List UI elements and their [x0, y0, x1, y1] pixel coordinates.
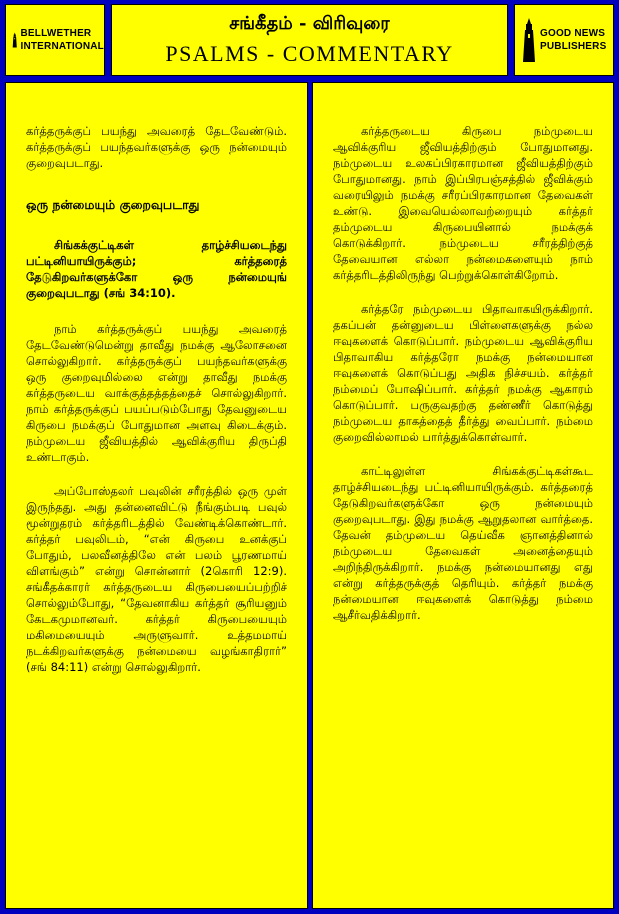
scripture-verse: சிங்கக்குட்டிகள் தாழ்ச்சியடைந்து பட்டினியாயிருக்கும்; கர்த்தரைத் தேடுகிறவர்களுக்கோ ஒரு நன்மையுங் குறைவுபடாது (சங் 34:10).	[26, 238, 287, 300]
title-tamil: சங்கீதம் - விரிவுரை	[229, 13, 390, 34]
page-title-box	[111, 4, 508, 76]
logo-line2: PUBLISHERS	[540, 41, 607, 52]
paragraph: நாம் கர்த்தருக்குப் பயந்து அவரைத் தேடவேண்டுமென்று தாவீது நமக்கு ஆலோசனை சொல்லுகிறார். கர்த்தருக்குப் பயந்தவர்களுக்கு ஒரு குறைவுமில்லை என்று தாவீது நமக்கு கர்த்தருடைய வாக்குத்தத்தத்தைச் சொல்லுகிறார். நாம் கர்த்தருக்குப் பயப்படும்போது தேவனுடைய கிருபை நமக்குப் போதுமான அளவு கிடைக்கும். நம்முடைய ஜீவியத்தில் ஆவிக்குரிய திருப்தி உண்டாகும்.	[26, 322, 287, 464]
bellwether-logo	[5, 4, 105, 76]
title-english: PSALMS - COMMENTARY	[165, 41, 454, 66]
section-heading: ஒரு நன்மையும் குறைவுபடாது	[26, 197, 200, 212]
good-news-logo	[514, 4, 614, 76]
paragraph: கர்த்தருடைய கிருபை நம்முடைய ஆவிக்குரிய ஜீவியத்திற்கும் போதுமானது. நம்முடைய உலகப்பிரகாரமான ஜீவியத்திற்கும் போதுமானது. நாம் இப்பிரபஞ்சத்தில் ஜீவிக்கும் வரையிலும் நமக்கு சரீரப்பிரகாரமான தேவைகள் உண்டு. இவையெல்லாவற்றையும் கர்த்தர் தம்முடைய கிருபையினால் நமக்குக் கொடுக்கிறார். நம்முடைய சரீரத்திற்குத் தேவையான எல்லா நன்மைகளையும் நாம் கர்த்தரிடத்திலிருந்து பெற்றுக்கொள்கிறோம்.	[333, 124, 593, 282]
logo-line2: INTERNATIONAL	[20, 41, 104, 52]
left-column	[5, 82, 308, 909]
paragraph: காட்டிலுள்ள சிங்கக்குட்டிகள்கூட தாழ்ச்சியடைந்து பட்டினியாயிருக்கும். கர்த்தரைத் தேடுகிறவர்களுக்கோ ஒரு நன்மையும் குறைவுபடாது. இது நமக்கு ஆறுதலான வார்த்தை. தேவன் தம்முடைய தெய்வீக ஞானத்தினால் நம்முடைய தேவைகள் அனைத்தையும் அறிந்திருக்கிறார். நமக்கு நன்மையானது எது என்று கர்த்தருக்குத் தெரியும். கர்த்தர் நமக்கு நன்மையான ஈவுகளைக் கொடுத்து நம்மை ஆசீர்வதிக்கிறார்.	[333, 464, 593, 622]
intro-paragraph: கர்த்தருக்குப் பயந்து அவரைத் தேடவேண்டும். கர்த்தருக்குப் பயந்தவர்களுக்கு ஒரு நன்மையும் குறைவுபடாது.	[26, 124, 287, 170]
tower-icon	[521, 16, 537, 64]
logo-line1: GOOD NEWS	[540, 28, 606, 39]
logo-line1: BELLWETHER	[20, 28, 92, 39]
paragraph: கர்த்தரே நம்முடைய பிதாவாகயிருக்கிறார். தகப்பன் தன்னுடைய பிள்ளைகளுக்கு நல்ல ஈவுகளைக் கொடுப்பார். நம்முடைய ஆவிக்குரிய பிதாவாகிய கர்த்தரோ நமக்கு நன்மையான ஈவுகளைக் கொடுப்பது அதிக நிச்சயம். கர்த்தர் நம்மைப் போஷிப்பார். கர்த்தர் நமக்கு ஆகாரம் கொடுப்பார். பருகுவதற்கு தண்ணீர் கொடுத்து நம்முடைய தாகத்தைத் தீர்த்து வைப்பார். நம்மை குறைவில்லாமல் பார்த்துக்கொள்வார்.	[333, 302, 593, 444]
tower-icon	[12, 16, 17, 64]
right-column	[312, 82, 614, 909]
paragraph: அப்போஸ்தலர் பவுலின் சரீரத்தில் ஒரு முள் இருந்தது. அது தன்னைவிட்டு நீங்கும்படி பவுல் மூன்றுதரம் கர்த்தரிடத்தில் வேண்டிக்கொண்டார். கர்த்தர் பவுலிடம், “என் கிருபை உனக்குப் போதும், பலவீனத்திலே என் பலம் பூரணமாய் விளங்கும்” என்று சொன்னார் (2கொரி 12:9). சங்கீதக்காரர் கர்த்தருடைய கிருபையைப்பற்றிச் சொல்லும்போது, “தேவனாகிய கர்த்தர் சூரியனும் கேடகமுமானவர். கர்த்தர் கிருபையையும் மகிமையையும் அருளுவார். உத்தமமாய் நடக்கிறவர்களுக்கு நன்மையை வழங்காதிரார்” (சங் 84:11) என்று சொல்லுகிறார்.	[26, 484, 287, 674]
